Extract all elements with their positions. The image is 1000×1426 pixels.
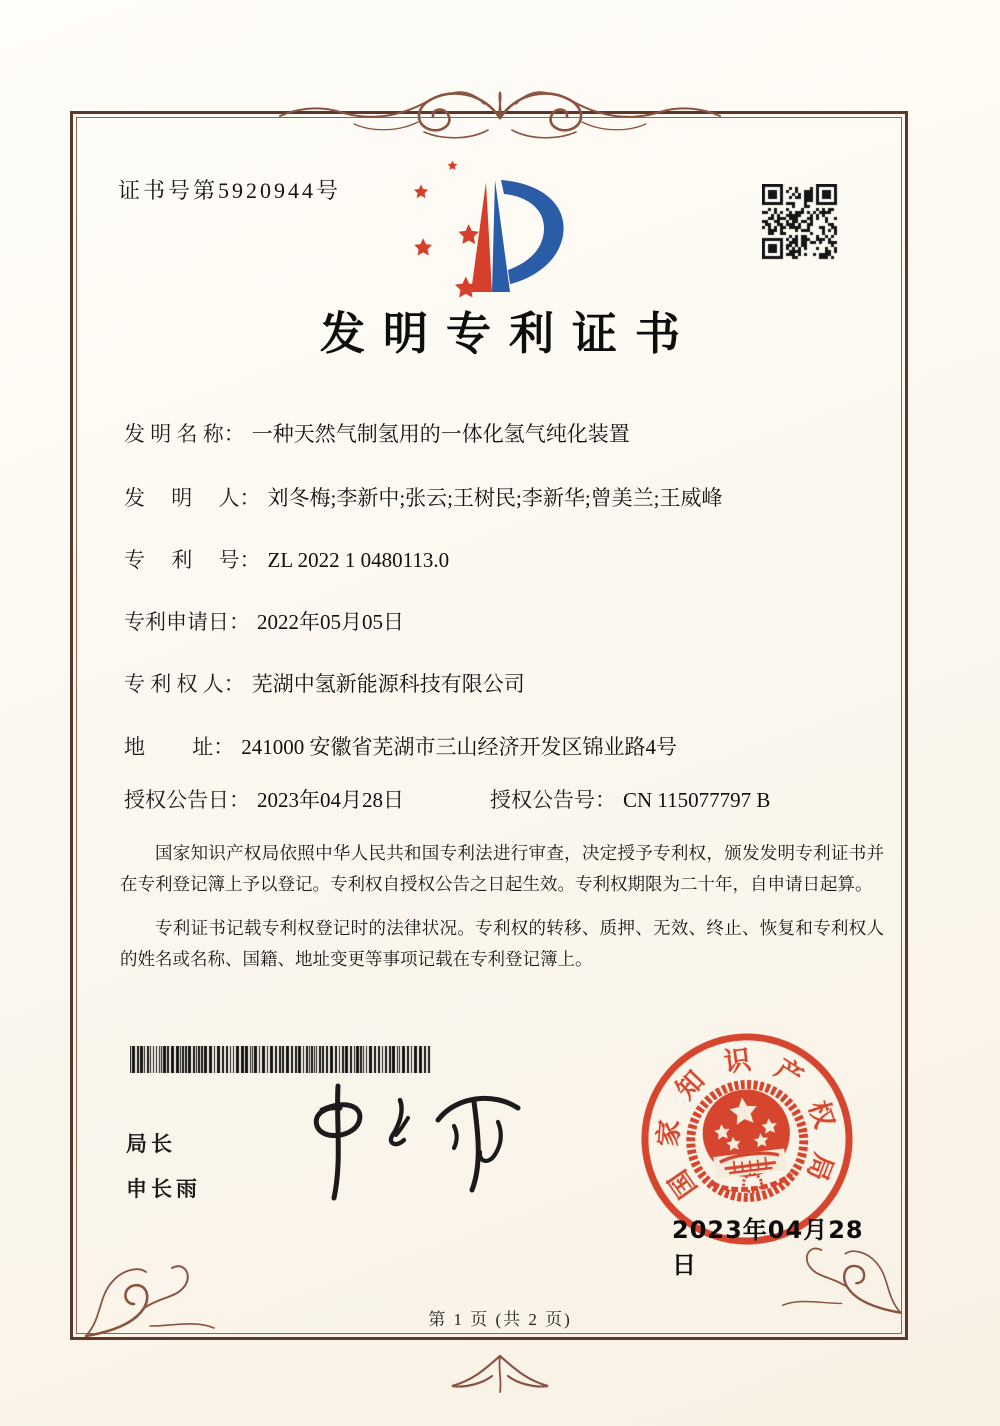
legal-text-block — [120, 838, 884, 988]
field-label: 发 明 名 称： — [124, 422, 245, 446]
field-value: 一种天然气制氢用的一体化氢气纯化装置 — [251, 422, 630, 446]
bottom-center-ornament — [430, 1350, 570, 1408]
field-label: 专 利 号： — [124, 548, 261, 572]
seal-char: 国 — [662, 1163, 704, 1204]
grant-number-value: CN 115077797 B — [623, 788, 771, 812]
field-label: 发 明 人： — [124, 486, 261, 510]
field-row-address — [124, 731, 904, 761]
director-title-label: 局长 — [126, 1132, 176, 1156]
legal-paragraph-grant: 国家知识产权局依照中华人民共和国专利法进行审查，决定授予专利权，颁发发明专利证书并在专利登记簿上予以登记。专利权自授权公告之日起生效。专利权期限为二十年，自申请日起算。 — [120, 843, 884, 894]
field-label: 专利申请日： — [124, 610, 250, 634]
field-row-filing-date — [124, 606, 904, 636]
page-footer: 第 1 页 (共 2 页) — [428, 1310, 572, 1329]
certificate-title: 发明专利证书 — [319, 307, 698, 360]
director-name-label: 申长雨 — [126, 1177, 201, 1201]
national-emblem — [684, 1078, 810, 1204]
grant-date-value: 2023年04月28日 — [257, 788, 404, 812]
field-value: 241000 安徽省芜湖市三山经济开发区锦业路4号 — [241, 735, 677, 759]
field-label: 地 址： — [124, 735, 235, 759]
seal-char: 产 — [769, 1052, 809, 1094]
field-row-patentee — [124, 668, 904, 698]
qr-code — [762, 184, 840, 260]
field-row-patent-number — [124, 544, 904, 574]
field-value: 2022年05月05日 — [257, 610, 404, 634]
cnipa-logo-icon — [398, 158, 602, 300]
seal-date: 2023年04月28日 — [672, 1216, 864, 1279]
field-value: ZL 2022 1 0480113.0 — [267, 548, 450, 572]
field-row-inventors — [124, 482, 904, 512]
grant-number-label: 授权公告号： — [490, 788, 616, 812]
field-value: 刘冬梅;李新中;张云;王树民;李新华;曾美兰;王威峰 — [267, 486, 723, 510]
signature-autograph — [272, 1080, 532, 1205]
field-row-invention-name — [124, 418, 904, 448]
grant-date-label: 授权公告日： — [124, 788, 250, 812]
seal-char: 权 — [801, 1096, 840, 1133]
legal-paragraph-register: 专利证书记载专利权登记时的法律状况。专利权的转移、质押、无效、终止、恢复和专利权人的姓名或名称、国籍、地址变更等事项记载在专利登记簿上。 — [120, 918, 884, 969]
seal-char: 知 — [670, 1064, 712, 1106]
barcode — [130, 1046, 432, 1073]
field-label: 专 利 权 人： — [124, 672, 245, 696]
certificate-number: 证书号第5920944号 — [118, 178, 342, 203]
seal-char: 识 — [722, 1044, 753, 1079]
seal-char: 局 — [800, 1148, 839, 1185]
field-row-grant — [124, 784, 904, 814]
seal-char: 家 — [652, 1118, 686, 1148]
field-value: 芜湖中氢新能源科技有限公司 — [251, 672, 525, 696]
